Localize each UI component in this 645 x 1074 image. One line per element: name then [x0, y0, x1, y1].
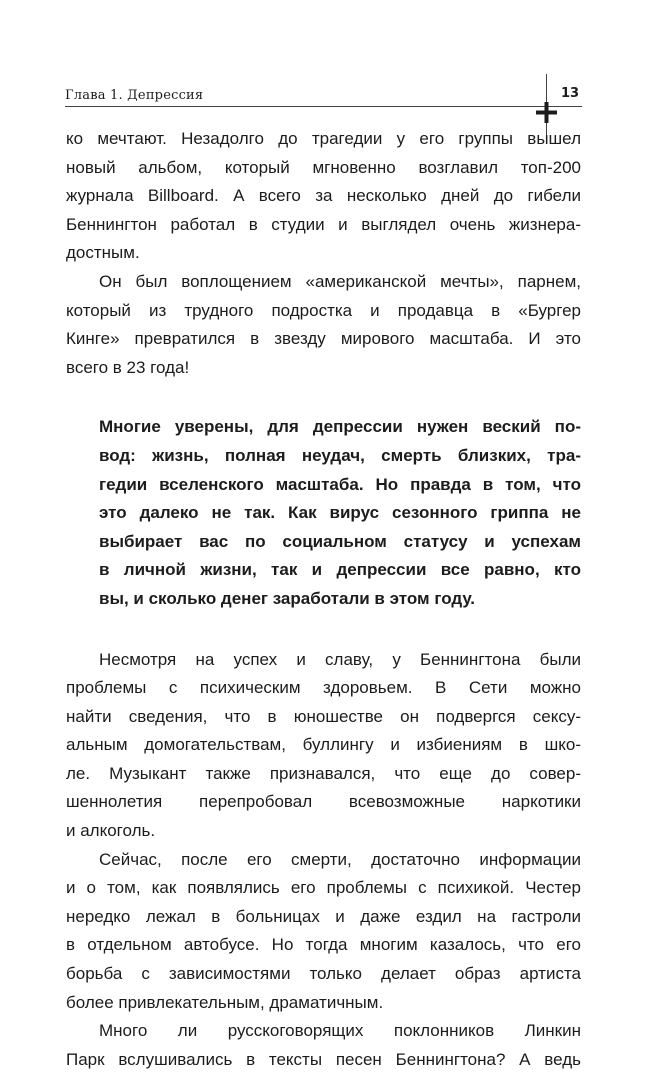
text-line: шеннолетия перепробовал всевозможные наркотики [66, 792, 581, 812]
text-line: Беннингтон работал в студии и выглядел очень жизнера- [66, 214, 581, 234]
callout-line: это далеко не так. Как вирус сезонного гриппа не [99, 503, 581, 523]
text-line: нередко лежал в больницах и даже ездил на гастроли [66, 906, 581, 926]
text-line: и алкоголь. [66, 821, 156, 841]
chapter-header-title: Глава 1. Депрессия [65, 88, 204, 103]
spacer [66, 382, 581, 413]
text-line: Парк вслушивались в тексты песен Беннингтона? А ведь [66, 1049, 581, 1069]
text-line: который из трудного подростка и продавца в «Бургер [66, 300, 581, 320]
text-line: достным. [66, 243, 140, 263]
text-line: журнала Billboard. А всего за несколько дней до гибели [66, 186, 581, 206]
text-line: Сейчас, после его смерти, достаточно информации [99, 849, 581, 869]
callout-line: гедии вселенского масштаба. Но правда в том, что [99, 474, 581, 494]
text-line: проблемы с психическим здоровьем. В Сети можно [66, 678, 581, 698]
paragraph-3 [66, 646, 581, 846]
header-rule [65, 106, 582, 107]
text-line: борьба с зависимостями только делает образ артиста [66, 964, 581, 984]
text-line: Кинге» превратился в звезду мирового масштаба. И это [66, 329, 581, 349]
spacer [66, 614, 581, 646]
callout-line: вы, и сколько денег заработали в этом году. [99, 588, 476, 608]
paragraph-1 [66, 125, 581, 268]
text-line: и о том, как появлялись его проблемы с психикой. Честер [66, 878, 581, 898]
text-line: Много ли русскоговорящих поклонников Линкин [99, 1021, 581, 1041]
text-line: альным домогательствам, буллингу и избиениям в шко- [66, 735, 581, 755]
text-line: ко мечтают. Незадолго до трагедии у его группы вышел [66, 129, 581, 148]
crop-mark-plus-icon [534, 100, 559, 125]
page-number: 13 [561, 86, 580, 101]
callout-line: Многие уверены, для депрессии нужен веский по- [99, 417, 581, 437]
paragraph-4 [66, 846, 581, 1018]
callout-line: выбирает вас по социальном статусу и успехам [99, 531, 581, 551]
callout-line: в личной жизни, так и депрессии все равно, кто [99, 560, 581, 580]
paragraph-5 [66, 1017, 581, 1074]
text-line: ле. Музыкант также признавался, что еще до совер- [66, 763, 581, 783]
text-line: Несмотря на успех и славу, у Беннингтона были [99, 649, 581, 669]
page-body [66, 125, 581, 1074]
paragraph-2 [66, 268, 581, 382]
text-line: в отдельном автобусе. Но тогда многим казалось, что его [66, 935, 581, 955]
text-line: найти сведения, что в юношестве он подвергся сексу- [66, 706, 581, 726]
callout-line: вод: жизнь, полная неудач, смерть близких, тра- [99, 445, 581, 465]
callout-quote [66, 413, 581, 613]
text-line: Он был воплощением «американской мечты», парнем, [99, 271, 581, 291]
text-line: новый альбом, который мгновенно возглавил топ-200 [66, 157, 581, 177]
text-line: более привлекательным, драматичным. [66, 992, 384, 1012]
text-line: всего в 23 года! [66, 357, 190, 377]
